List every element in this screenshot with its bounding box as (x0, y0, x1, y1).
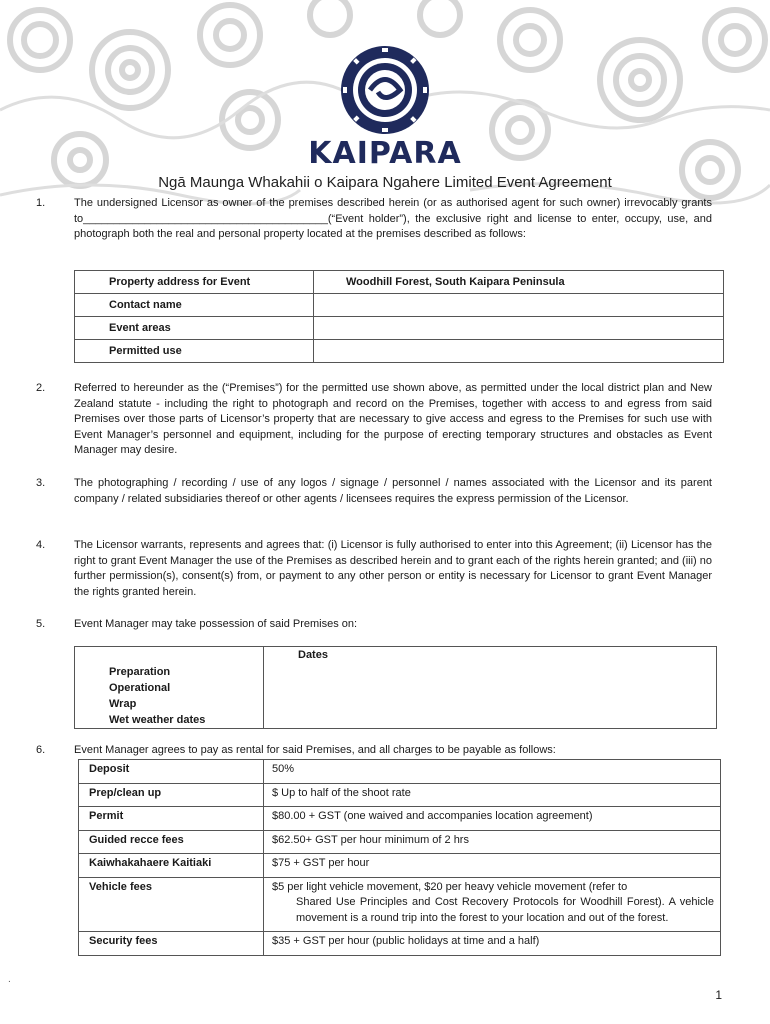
table-row (75, 680, 717, 696)
kaitiaki-label: Kaiwhakahaere Kaitiaki (79, 854, 264, 878)
clause-5-text: Event Manager may take possession of said Premises on: (74, 618, 358, 630)
table-row (79, 877, 721, 932)
table-row (79, 932, 721, 956)
table-row (75, 696, 717, 712)
table-row (79, 830, 721, 854)
logo-emblem-icon (330, 44, 440, 140)
logo-wordmark: KAIPARA (308, 136, 462, 171)
wrap-label: Wrap (75, 696, 264, 712)
deposit-label: Deposit (79, 760, 264, 784)
permitted-use-value[interactable] (314, 340, 724, 363)
permitted-use-label: Permitted use (75, 340, 314, 363)
security-fees-label: Security fees (79, 932, 264, 956)
wrap-value[interactable] (264, 696, 717, 712)
table-row (79, 854, 721, 878)
vehicle-fees-value-continued: Shared Use Principles and Cost Recovery Protocols for Woodhill Forest). A vehicle movement is a round trip into the forest to your location and out of the forest. (296, 896, 714, 924)
clause-2-number: 2. (36, 382, 46, 394)
table-row (79, 783, 721, 807)
dates-corner-cell (75, 647, 264, 665)
clause-6-number: 6. (36, 744, 46, 756)
table-row (79, 807, 721, 831)
clause-5-number: 5. (36, 618, 46, 630)
wet-weather-dates-label: Wet weather dates (75, 712, 264, 729)
clause-3-text: The photographing / recording / use of any logos / signage / personnel / names associated with the Licensor and its parent company / related subsidiaries thereof or other agents / licensees requires the express permission of the Licensor. (74, 477, 712, 505)
permit-label: Permit (79, 807, 264, 831)
clause-2-text: Referred to hereunder as the (“Premises”) for the permitted use shown above, as permitted under the local district plan and New Zealand statute - including the right to photograph and record on the Premises, together with access to and egress from said Premises over those parts of Licensor’s property that are necessary to give access and egress to the Premises for such use with Event Manager’s personnel and equipment, including for the purpose of erecting temporary structures and obstacles as Event Manager may desire. (74, 382, 712, 456)
table-row (75, 271, 724, 294)
property-address-value[interactable]: Woodhill Forest, South Kaipara Peninsula (314, 271, 724, 294)
property-address-label: Property address for Event (75, 271, 314, 294)
dates-table (74, 646, 717, 729)
clause-1-number: 1. (36, 197, 46, 209)
table-row (75, 664, 717, 680)
clause-6-text: Event Manager agrees to pay as rental for said Premises, and all charges to be payable as follows: (74, 744, 556, 756)
deposit-value: 50% (264, 760, 721, 784)
stray-mark: . (8, 974, 11, 985)
operational-value[interactable] (264, 680, 717, 696)
wet-weather-dates-value[interactable] (264, 712, 717, 729)
document-title: Ngā Maunga Whakahii o Kaipara Ngahere Limited Event Agreement (158, 174, 612, 191)
vehicle-fees-cell (264, 877, 721, 932)
table-row (79, 760, 721, 784)
clause-1-text: The undersigned Licensor as owner of the premises described herein (or as authorised agent for such owner) irrevocably grants to________________________________________(“Event holder”), the exclusive right and license to enter, occupy, use, and photograph both the real and personal property located at the premises described as follows: (74, 197, 712, 240)
prep-cleanup-value: $ Up to half of the shoot rate (264, 783, 721, 807)
table-row (75, 317, 724, 340)
dates-header: Dates (264, 647, 717, 665)
event-areas-label: Event areas (75, 317, 314, 340)
vehicle-fees-value: $5 per light vehicle movement, $20 per heavy vehicle movement (refer to (272, 880, 628, 893)
property-table (74, 270, 724, 363)
prep-cleanup-label: Prep/clean up (79, 783, 264, 807)
page-number: 1 (715, 988, 722, 1002)
operational-label: Operational (75, 680, 264, 696)
event-areas-value[interactable] (314, 317, 724, 340)
table-row (75, 712, 717, 729)
contact-name-value[interactable] (314, 294, 724, 317)
clause-3-number: 3. (36, 477, 46, 489)
security-fees-value: $35 + GST per hour (public holidays at time and a half) (264, 932, 721, 956)
clause-4-number: 4. (36, 539, 46, 551)
guided-recce-label: Guided recce fees (79, 830, 264, 854)
table-row (75, 647, 717, 665)
guided-recce-value: $62.50+ GST per hour minimum of 2 hrs (264, 830, 721, 854)
table-row (75, 340, 724, 363)
permit-value: $80.00 + GST (one waived and accompanies location agreement) (264, 807, 721, 831)
vehicle-fees-label: Vehicle fees (79, 877, 264, 932)
contact-name-label: Contact name (75, 294, 314, 317)
preparation-value[interactable] (264, 664, 717, 680)
fees-table (78, 759, 721, 956)
kaitiaki-value: $75 + GST per hour (264, 854, 721, 878)
preparation-label: Preparation (75, 664, 264, 680)
clause-4-text: The Licensor warrants, represents and agrees that: (i) Licensor is fully authorised to enter into this Agreement; (ii) Licensor has the right to grant Event Manager the use of the Premises as described herein and to grant each of the rights herein granted; and (iii) no further permission(s), consent(s) from, or payment to any other person or entity is necessary for Licensor to grant Event Manager the rights granted herein. (74, 539, 712, 598)
table-row (75, 294, 724, 317)
